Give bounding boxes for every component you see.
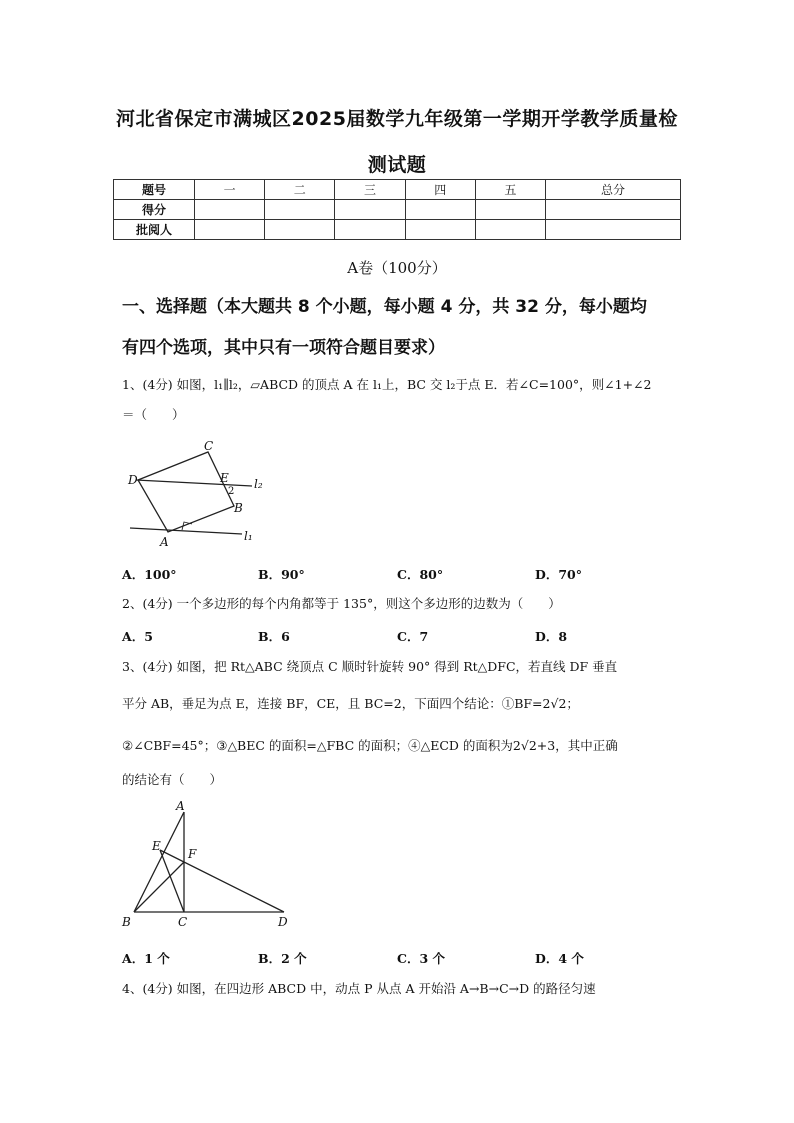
score-col-4: 四 (405, 180, 475, 200)
q2-option-c[interactable]: C．7 (397, 629, 429, 644)
reviewer-row-label: 批阅人 (114, 220, 195, 240)
label-d: D (128, 473, 138, 487)
score-cell[interactable] (265, 200, 335, 220)
reviewer-cell[interactable] (405, 220, 475, 240)
label-c: C (204, 440, 214, 453)
q1-option-a[interactable]: A．100° (122, 567, 177, 582)
segment-bf (134, 862, 184, 912)
q3-text-line2: 平分 AB，垂足为点 E，连接 BF，CE，且 BC=2，下面四个结论：①BF=2√2； (122, 696, 579, 711)
q4-text-line1: 4、(4分) 如图，在四边形 ABCD 中，动点 P 从点 A 开始沿 A→B→C→D 的路径匀速 (122, 981, 596, 996)
q1-option-b[interactable]: B．90° (258, 567, 305, 582)
part1-heading-line2: 有四个选项，其中只有一项符合题目要求） (122, 338, 445, 358)
score-cell[interactable] (195, 200, 265, 220)
label-l1: l₁ (244, 529, 253, 543)
score-table-header-row (114, 180, 681, 200)
segment-ce (160, 850, 184, 912)
q1-text-line2: ＝（ ） (122, 407, 185, 422)
score-col-1: 一 (195, 180, 265, 200)
score-cell[interactable] (475, 200, 545, 220)
q2-text: 2、(4分) 一个多边形的每个内角都等于 135°，则这个多边形的边数为（ ） (122, 596, 561, 611)
label-e: E (220, 471, 229, 485)
line-l2 (136, 480, 252, 486)
reviewer-cell[interactable] (195, 220, 265, 240)
score-col-5: 五 (475, 180, 545, 200)
document-title-line2: 测试题 (367, 154, 427, 176)
document-title-line1: 河北省保定市满城区2025届数学九年级第一学期开学教学质量检 (116, 108, 678, 130)
score-row-label: 得分 (114, 200, 195, 220)
q2-option-d[interactable]: D．8 (535, 629, 568, 644)
part1-heading-line1: 一、选择题（本大题共 8 个小题，每小题 4 分，共 32 分，每小题均 (122, 297, 647, 317)
label-a: A (176, 799, 185, 813)
reviewer-cell[interactable] (335, 220, 405, 240)
score-cell[interactable] (335, 200, 405, 220)
label-angle2: 2 (228, 486, 235, 497)
score-row (114, 200, 681, 220)
label-f: F (188, 847, 197, 861)
q1-text-line1: 1、(4分) 如图，l₁∥l₂，▱ABCD 的顶点 A 在 l₁上，BC 交 l₂于点 E．若∠C=100°，则∠1+∠2 (122, 377, 652, 392)
score-col-2: 二 (265, 180, 335, 200)
parallelogram-abcd (138, 452, 234, 532)
line-l1 (130, 528, 242, 534)
label-d: D (278, 915, 288, 929)
q3-option-c[interactable]: C．3 个 (397, 951, 445, 966)
q1-option-c[interactable]: C．80° (397, 567, 444, 582)
score-col-label: 题号 (114, 180, 195, 200)
q3-text-line1: 3、(4分) 如图，把 Rt△ABC 绕顶点 C 顺时针旋转 90° 得到 Rt△DFC，若直线 DF 垂直 (122, 659, 618, 674)
section-a-heading: A卷（100分） (347, 259, 447, 277)
q2-option-a[interactable]: A．5 (122, 629, 153, 644)
q1-figure (118, 440, 278, 552)
score-col-total: 总分 (546, 180, 681, 200)
q3-text-line4: 的结论有（ ） (122, 772, 223, 787)
q3-option-d[interactable]: D．4 个 (535, 951, 584, 966)
score-cell[interactable] (405, 200, 475, 220)
q3-figure (118, 798, 298, 932)
reviewer-cell[interactable] (475, 220, 545, 240)
score-cell[interactable] (546, 200, 681, 220)
q2-option-b[interactable]: B．6 (258, 629, 290, 644)
label-b: B (234, 501, 243, 515)
label-e: E (152, 839, 161, 853)
reviewer-cell[interactable] (546, 220, 681, 240)
score-col-3: 三 (335, 180, 405, 200)
segment-ab (134, 812, 184, 912)
reviewer-row (114, 220, 681, 240)
label-b: B (122, 915, 131, 929)
q3-text-line3: ②∠CBF=45°；③△BEC 的面积=△FBC 的面积；④△ECD 的面积为2√2+3，其中正确 (122, 738, 618, 753)
label-l2: l₂ (254, 477, 263, 491)
q3-option-a[interactable]: A．1 个 (122, 951, 170, 966)
reviewer-cell[interactable] (265, 220, 335, 240)
q1-option-d[interactable]: D．70° (535, 567, 582, 582)
label-c: C (178, 915, 188, 929)
q3-option-b[interactable]: B．2 个 (258, 951, 307, 966)
score-table (113, 179, 681, 240)
label-a: A (160, 535, 169, 549)
segment-ed (160, 850, 284, 912)
